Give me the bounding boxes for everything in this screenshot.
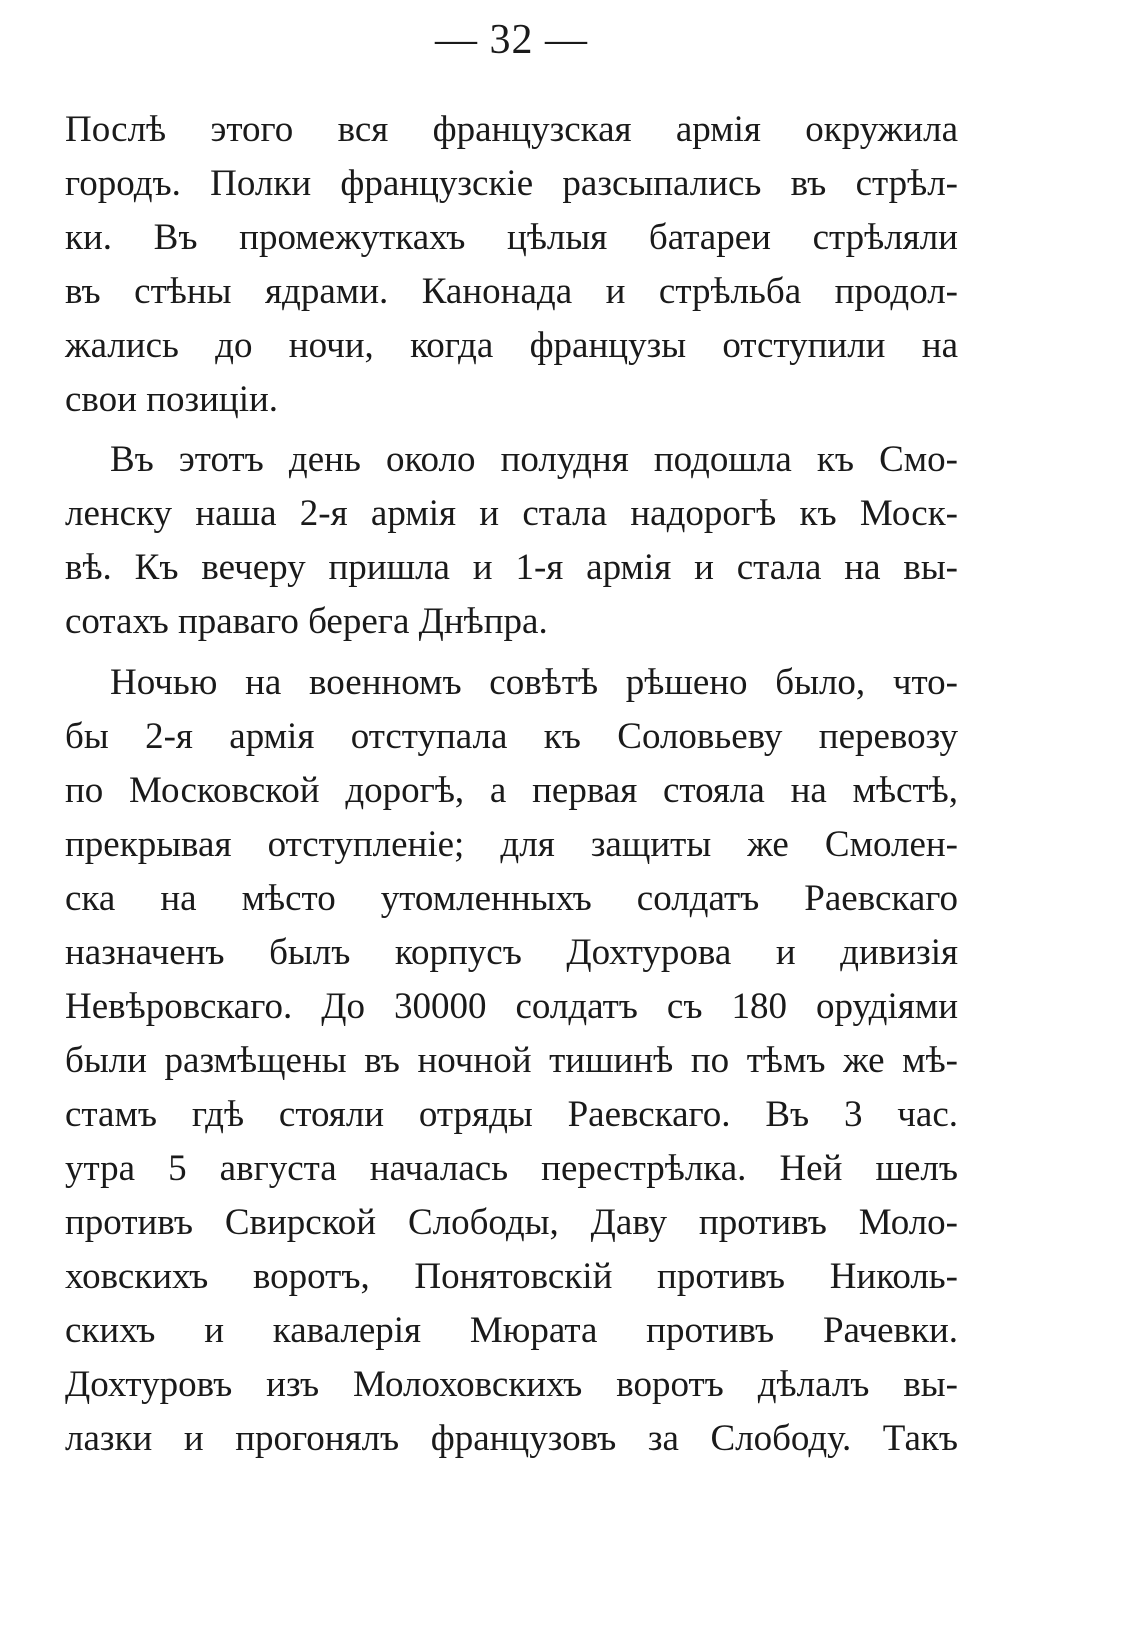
text-line: прекрывая отступленіе; для защиты же Смолен- — [65, 824, 958, 865]
text-line: назначенъ былъ корпусъ Дохтурова и дивизія — [65, 932, 958, 973]
paragraph — [65, 656, 958, 1466]
paragraph — [65, 433, 958, 649]
text-line: Дохтуровъ изъ Молоховскихъ воротъ дѣлалъ вы- — [65, 1364, 958, 1405]
text-line: свои позиціи. — [65, 379, 279, 420]
text-line: городъ. Полки французскіе разсыпались въ стрѣл- — [65, 163, 958, 204]
text-line: Послѣ этого вся французская армія окружила — [65, 109, 958, 150]
text-line: вѣ. Къ вечеру пришла и 1-я армія и стала на вы- — [65, 547, 958, 588]
text-line: ска на мѣсто утомленныхъ солдатъ Раевскаго — [65, 878, 958, 919]
paragraph — [65, 103, 958, 427]
text-line: жались до ночи, когда французы отступили на — [65, 325, 958, 366]
text-line: бы 2-я армія отступала къ Соловьеву перевозу — [65, 716, 958, 757]
text-line: Ночью на военномъ совѣтѣ рѣшено было, что- — [110, 662, 958, 703]
text-line: ки. Въ промежуткахъ цѣлыя батареи стрѣляли — [65, 217, 958, 258]
text-column — [65, 103, 958, 1466]
text-line: противъ Свирской Слободы, Даву противъ Моло- — [65, 1202, 958, 1243]
text-line: лазки и прогонялъ французовъ за Слободу. Такъ — [65, 1418, 958, 1459]
text-line: Невѣровскаго. До 30000 солдатъ съ 180 орудіями — [65, 986, 958, 1027]
text-line: по Московской дорогѣ, а первая стояла на мѣстѣ, — [65, 770, 958, 811]
text-line: стамъ гдѣ стояли отряды Раевскаго. Въ 3 час. — [65, 1094, 958, 1135]
text-line: ленску наша 2-я армія и стала надорогѣ къ Моск- — [65, 493, 958, 534]
page-number: — 32 — — [435, 17, 588, 63]
text-line: Въ этотъ день около полудня подошла къ Смо- — [110, 439, 958, 480]
text-line: скихъ и кавалерія Мюрата противъ Рачевки. — [65, 1310, 958, 1351]
text-line: утра 5 августа началась перестрѣлка. Ней шелъ — [65, 1148, 958, 1189]
text-line: ховскихъ воротъ, Понятовскій противъ Николь- — [65, 1256, 958, 1297]
text-line: были размѣщены въ ночной тишинѣ по тѣмъ же мѣ- — [65, 1040, 958, 1081]
text-line: сотахъ праваго берега Днѣпра. — [65, 601, 548, 642]
text-line: въ стѣны ядрами. Канонада и стрѣльба продол- — [65, 271, 958, 312]
